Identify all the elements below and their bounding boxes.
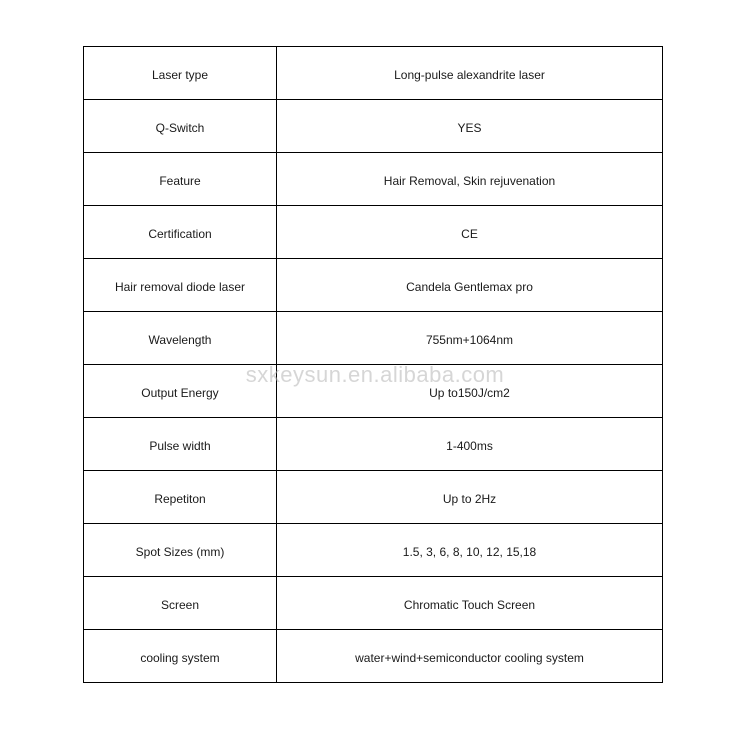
spec-label: Wavelength bbox=[84, 312, 277, 365]
spec-label: Certification bbox=[84, 206, 277, 259]
spec-value: Hair Removal, Skin rejuvenation bbox=[277, 153, 663, 206]
spec-value: 1.5, 3, 6, 8, 10, 12, 15,18 bbox=[277, 524, 663, 577]
spec-label: Pulse width bbox=[84, 418, 277, 471]
table-row bbox=[84, 418, 663, 471]
table-row bbox=[84, 471, 663, 524]
spec-label: Screen bbox=[84, 577, 277, 630]
spec-label: Hair removal diode laser bbox=[84, 259, 277, 312]
spec-label: Q-Switch bbox=[84, 100, 277, 153]
spec-label: Laser type bbox=[84, 47, 277, 100]
spec-label: Output Energy bbox=[84, 365, 277, 418]
table-row bbox=[84, 259, 663, 312]
table-row bbox=[84, 100, 663, 153]
spec-table bbox=[83, 46, 663, 683]
spec-value: CE bbox=[277, 206, 663, 259]
table-row bbox=[84, 365, 663, 418]
spec-value: YES bbox=[277, 100, 663, 153]
spec-value: Chromatic Touch Screen bbox=[277, 577, 663, 630]
spec-value: Long-pulse alexandrite laser bbox=[277, 47, 663, 100]
watermark: sxkeysun.en.alibaba.com bbox=[245, 362, 505, 387]
table-row bbox=[84, 47, 663, 100]
table-row bbox=[84, 153, 663, 206]
table-row bbox=[84, 577, 663, 630]
spec-value: water+wind+semiconductor cooling system bbox=[277, 630, 663, 683]
table-row bbox=[84, 206, 663, 259]
spec-label: cooling system bbox=[84, 630, 277, 683]
spec-value: Up to150J/cm2 bbox=[277, 365, 663, 418]
spec-label: Feature bbox=[84, 153, 277, 206]
table-row bbox=[84, 524, 663, 577]
table-row bbox=[84, 630, 663, 683]
spec-label: Spot Sizes (mm) bbox=[84, 524, 277, 577]
spec-label: Repetiton bbox=[84, 471, 277, 524]
spec-value: Up to 2Hz bbox=[277, 471, 663, 524]
spec-value: 1-400ms bbox=[277, 418, 663, 471]
spec-value: 755nm+1064nm bbox=[277, 312, 663, 365]
table-row bbox=[84, 312, 663, 365]
spec-value: Candela Gentlemax pro bbox=[277, 259, 663, 312]
